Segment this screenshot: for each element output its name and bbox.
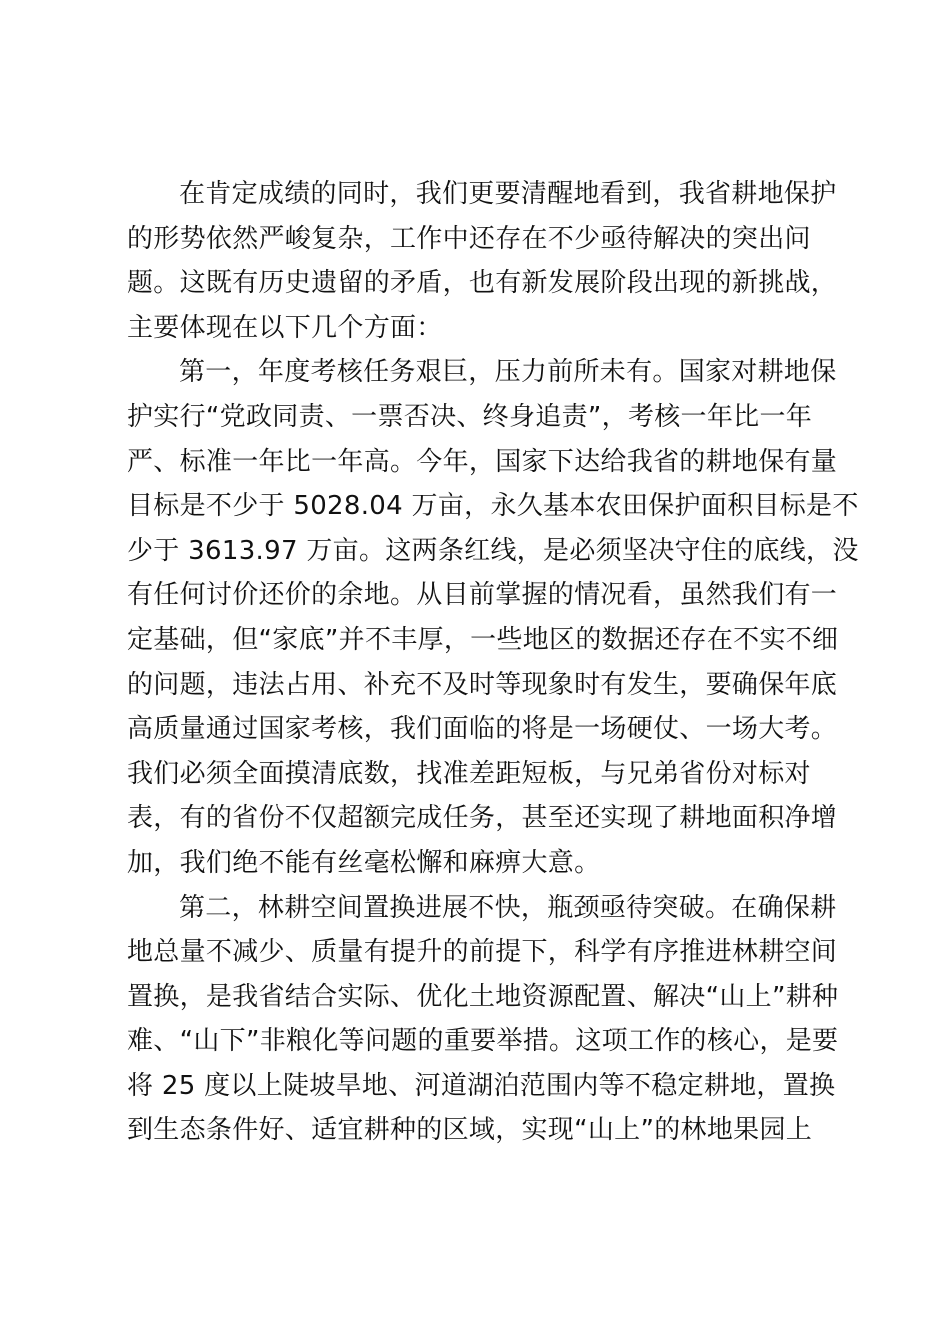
text-line: 第二，林耕空间置换进展不快，瓶颈亟待突破。在确保耕 (179, 892, 837, 923)
text-line: 目标是不少于 5028.04 万亩，永久基本农田保护面积目标是不 (127, 491, 859, 522)
text-line: 少于 3613.97 万亩。这两条红线，是必须坚决守住的底线，没 (127, 535, 859, 566)
text-line: 主要体现在以下几个方面： (127, 312, 443, 343)
document-body (127, 172, 859, 1153)
text-line: 置换，是我省结合实际、优化土地资源配置、解决“山上”耕种 (127, 981, 839, 1012)
text-line: 的形势依然严峻复杂，工作中还存在不少亟待解决的突出问 (127, 223, 811, 254)
text-line: 难、“山下”非粮化等问题的重要举措。这项工作的核心，是要 (127, 1026, 839, 1057)
text-line: 高质量通过国家考核，我们面临的将是一场硬仗、一场大考。 (127, 714, 838, 745)
text-line: 的问题，违法占用、补充不及时等现象时有发生，要确保年底 (127, 669, 838, 700)
text-line: 题。这既有历史遗留的矛盾，也有新发展阶段出现的新挑战， (127, 268, 838, 299)
text-line: 表，有的省份不仅超额完成任务，甚至还实现了耕地面积净增 (127, 803, 838, 834)
paragraph-1 (127, 172, 838, 350)
text-line: 地总量不减少、质量有提升的前提下，科学有序推进林耕空间 (127, 937, 838, 968)
paragraph-2 (127, 350, 859, 885)
text-line: 定基础，但“家底”并不丰厚，一些地区的数据还存在不实不细 (127, 624, 839, 655)
text-line: 有任何讨价还价的余地。从目前掌握的情况看，虽然我们有一 (127, 580, 838, 611)
text-line: 严、标准一年比一年高。今年，国家下达给我省的耕地保有量 (127, 446, 838, 477)
text-line: 护实行“党政同责、一票否决、终身追责”，考核一年比一年 (127, 401, 813, 432)
text-line: 到生态条件好、适宜耕种的区域，实现“山上”的林地果园上 (127, 1115, 813, 1146)
text-line: 加，我们绝不能有丝毫松懈和麻痹大意。 (127, 847, 601, 878)
text-line: 将 25 度以上陡坡旱地、河道湖泊范围内等不稳定耕地，置换 (127, 1070, 836, 1101)
text-line: 我们必须全面摸清底数，找准差距短板，与兄弟省份对标对 (127, 758, 811, 789)
text-line: 第一，年度考核任务艰巨，压力前所未有。国家对耕地保 (179, 357, 837, 388)
paragraph-3 (127, 886, 839, 1154)
text-line: 在肯定成绩的同时，我们更要清醒地看到，我省耕地保护 (179, 179, 837, 209)
